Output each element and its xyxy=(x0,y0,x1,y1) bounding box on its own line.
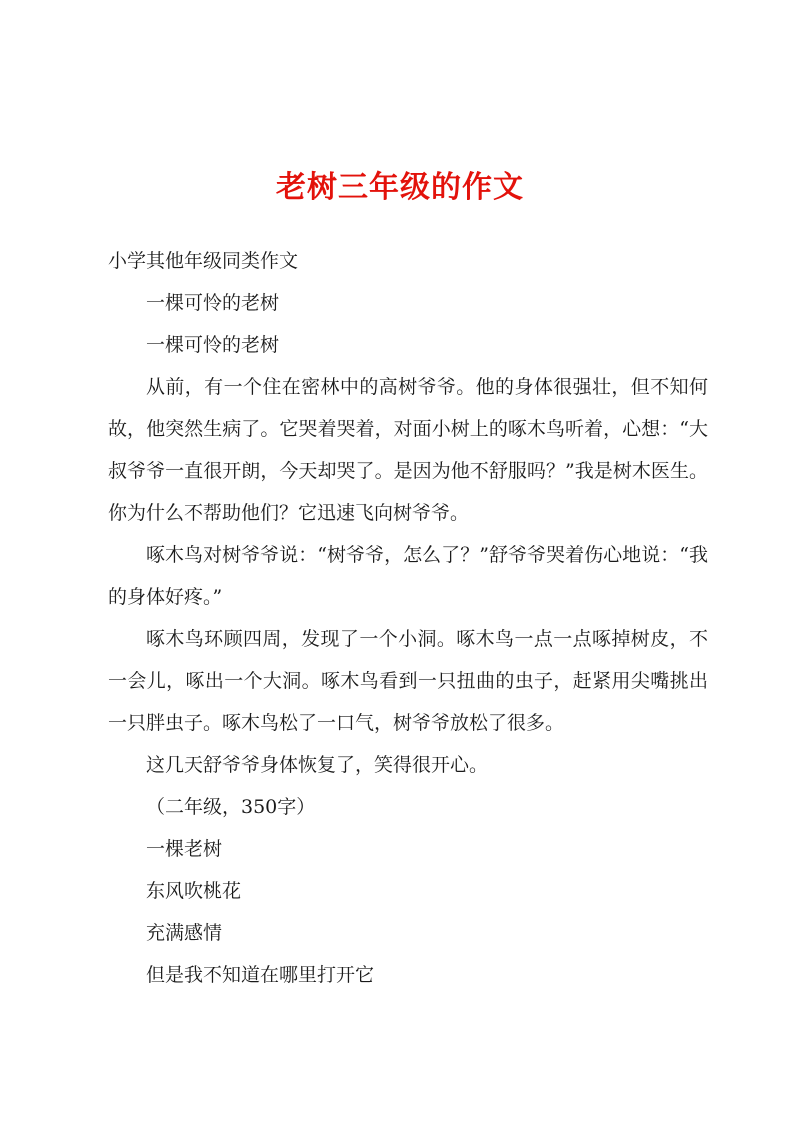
category-label: 小学其他年级同类作文 xyxy=(108,250,299,272)
document-title: 老树三年级的作文 xyxy=(276,170,524,205)
poem-line: 充满感情 xyxy=(146,922,223,944)
subheading: 一棵可怜的老树 xyxy=(146,334,280,356)
subheading: 一棵可怜的老树 xyxy=(146,292,280,314)
paragraph: 啄木鸟环顾四周，发现了一个小洞。啄木鸟一点一点啄掉树皮，不一会儿，啄出一个大洞。啄木鸟看到一只扭曲的虫子，赶紧用尖嘴挑出一只胖虫子。啄木鸟松了一口气，树爷爷放松了很多。 xyxy=(108,628,708,734)
poem-line: 东风吹桃花 xyxy=(146,880,242,902)
grade-note: （二年级，350字） xyxy=(146,796,316,818)
poem-title: 一棵老树 xyxy=(146,838,223,860)
paragraph: 从前，有一个住在密林中的高树爷爷。他的身体很强壮，但不知何故，他突然生病了。它哭着哭着，对面小树上的啄木鸟听着，心想：“大叔爷爷一直很开朗，今天却哭了。是因为他不舒服吗？”我是树木医生。你为什么不帮助他们？它迅速飞向树爷爷。 xyxy=(108,376,708,524)
paragraph: 这几天舒爷爷身体恢复了，笑得很开心。 xyxy=(146,754,489,776)
poem-line: 但是我不知道在哪里打开它 xyxy=(146,964,375,986)
document-body xyxy=(108,240,708,996)
paragraph: 啄木鸟对树爷爷说：“树爷爷，怎么了？”舒爷爷哭着伤心地说：“我的身体好疼。” xyxy=(108,544,708,608)
